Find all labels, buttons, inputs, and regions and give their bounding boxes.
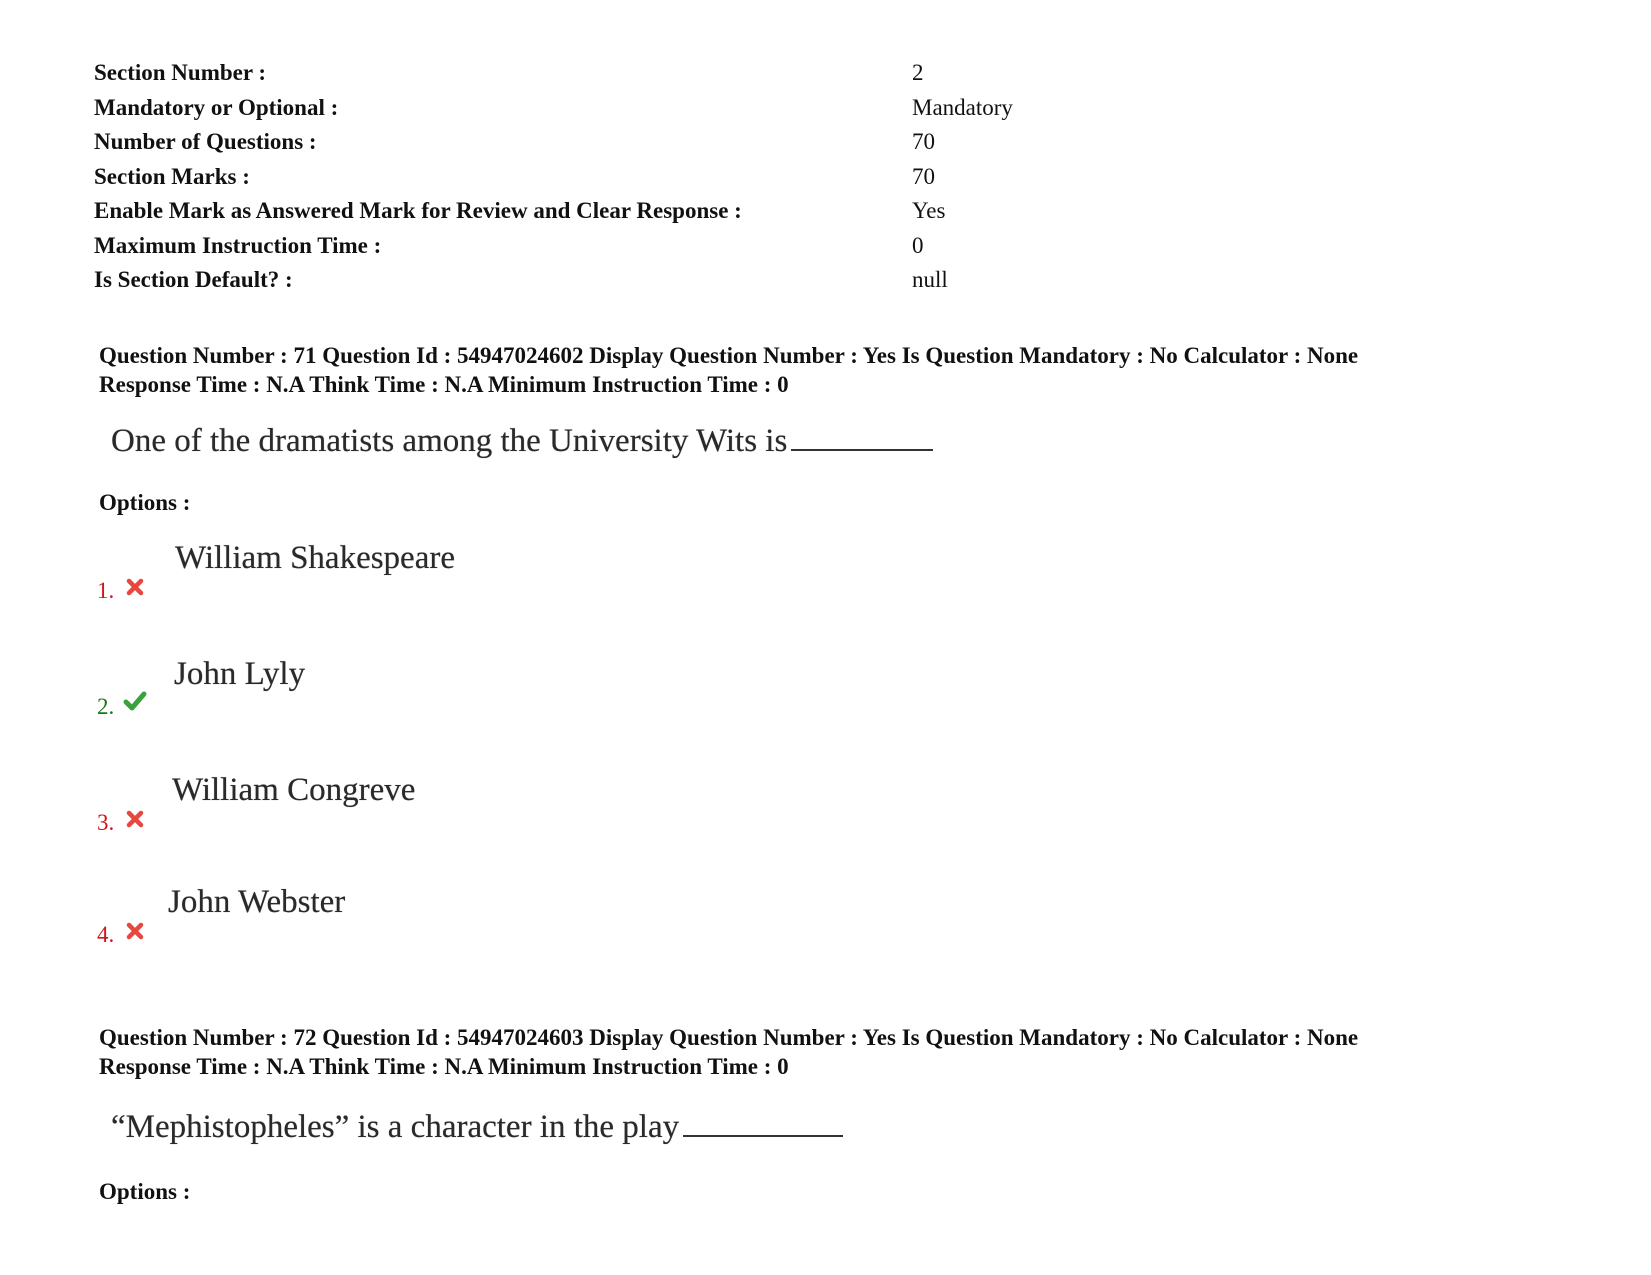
option-text: John Lyly <box>174 656 306 692</box>
section-number-value: 2 <box>912 60 924 85</box>
mandatory-optional-value: Mandatory <box>912 94 1013 120</box>
option-number: 1. <box>97 578 115 603</box>
question-header-line2: Response Time : N.A Think Time : N.A Minimum Instruction Time : 0 <box>99 372 789 397</box>
max-instruction-time-label: Maximum Instruction Time : <box>94 232 382 258</box>
enable-mark-label: Enable Mark as Answered Mark for Review and Clear Response : <box>94 198 742 223</box>
max-instruction-time-value: 0 <box>912 232 924 258</box>
question-header <box>99 1023 1599 1081</box>
check-icon <box>123 690 147 712</box>
question-text <box>111 1105 843 1146</box>
option-4 <box>97 884 997 974</box>
option-number: 3. <box>97 810 115 835</box>
question-header-line1: Question Number : 72 Question Id : 54947024603 Display Question Number : Yes Is Question Mandatory : No Calculator : None <box>99 1025 1359 1050</box>
is-section-default-value: null <box>912 267 948 292</box>
cross-icon <box>125 921 145 941</box>
is-section-default-label: Is Section Default? : <box>94 267 293 292</box>
question-text-content: “Mephistopheles” is a character in the play <box>111 1109 680 1145</box>
mandatory-optional-row <box>94 91 1294 126</box>
answer-blank <box>791 419 933 451</box>
enable-mark-value: Yes <box>912 198 946 223</box>
number-of-questions-value: 70 <box>912 129 935 154</box>
enable-mark-row <box>94 194 1294 229</box>
question-header <box>99 341 1599 399</box>
max-instruction-time-row <box>94 229 1294 264</box>
is-section-default-row <box>94 263 1294 298</box>
section-marks-row <box>94 160 1294 195</box>
question-header-line1: Question Number : 71 Question Id : 54947024602 Display Question Number : Yes Is Question Mandatory : No Calculator : None <box>99 343 1359 368</box>
answer-blank <box>683 1105 843 1137</box>
section-marks-value: 70 <box>912 163 935 189</box>
options-label: Options : <box>99 490 191 515</box>
option-text: John Webster <box>168 884 346 920</box>
section-info-table <box>94 56 1294 298</box>
question-header-line2: Response Time : N.A Think Time : N.A Minimum Instruction Time : 0 <box>99 1054 789 1079</box>
number-of-questions-row <box>94 125 1294 160</box>
question-text <box>111 419 933 460</box>
section-number-row <box>94 56 1294 91</box>
option-number: 2. <box>97 694 115 719</box>
option-3 <box>97 772 997 862</box>
options-label: Options : <box>99 1179 191 1204</box>
option-number: 4. <box>97 922 115 947</box>
section-number-label: Section Number : <box>94 60 267 85</box>
question-text-content: One of the dramatists among the University Wits is <box>111 423 788 459</box>
mandatory-optional-label: Mandatory or Optional : <box>94 94 339 120</box>
cross-icon <box>125 577 145 597</box>
option-2 <box>97 656 997 746</box>
cross-icon <box>125 809 145 829</box>
option-1 <box>97 540 997 630</box>
option-text: William Congreve <box>172 772 416 808</box>
option-text: William Shakespeare <box>175 540 455 576</box>
number-of-questions-label: Number of Questions : <box>94 129 317 154</box>
section-marks-label: Section Marks : <box>94 163 250 189</box>
